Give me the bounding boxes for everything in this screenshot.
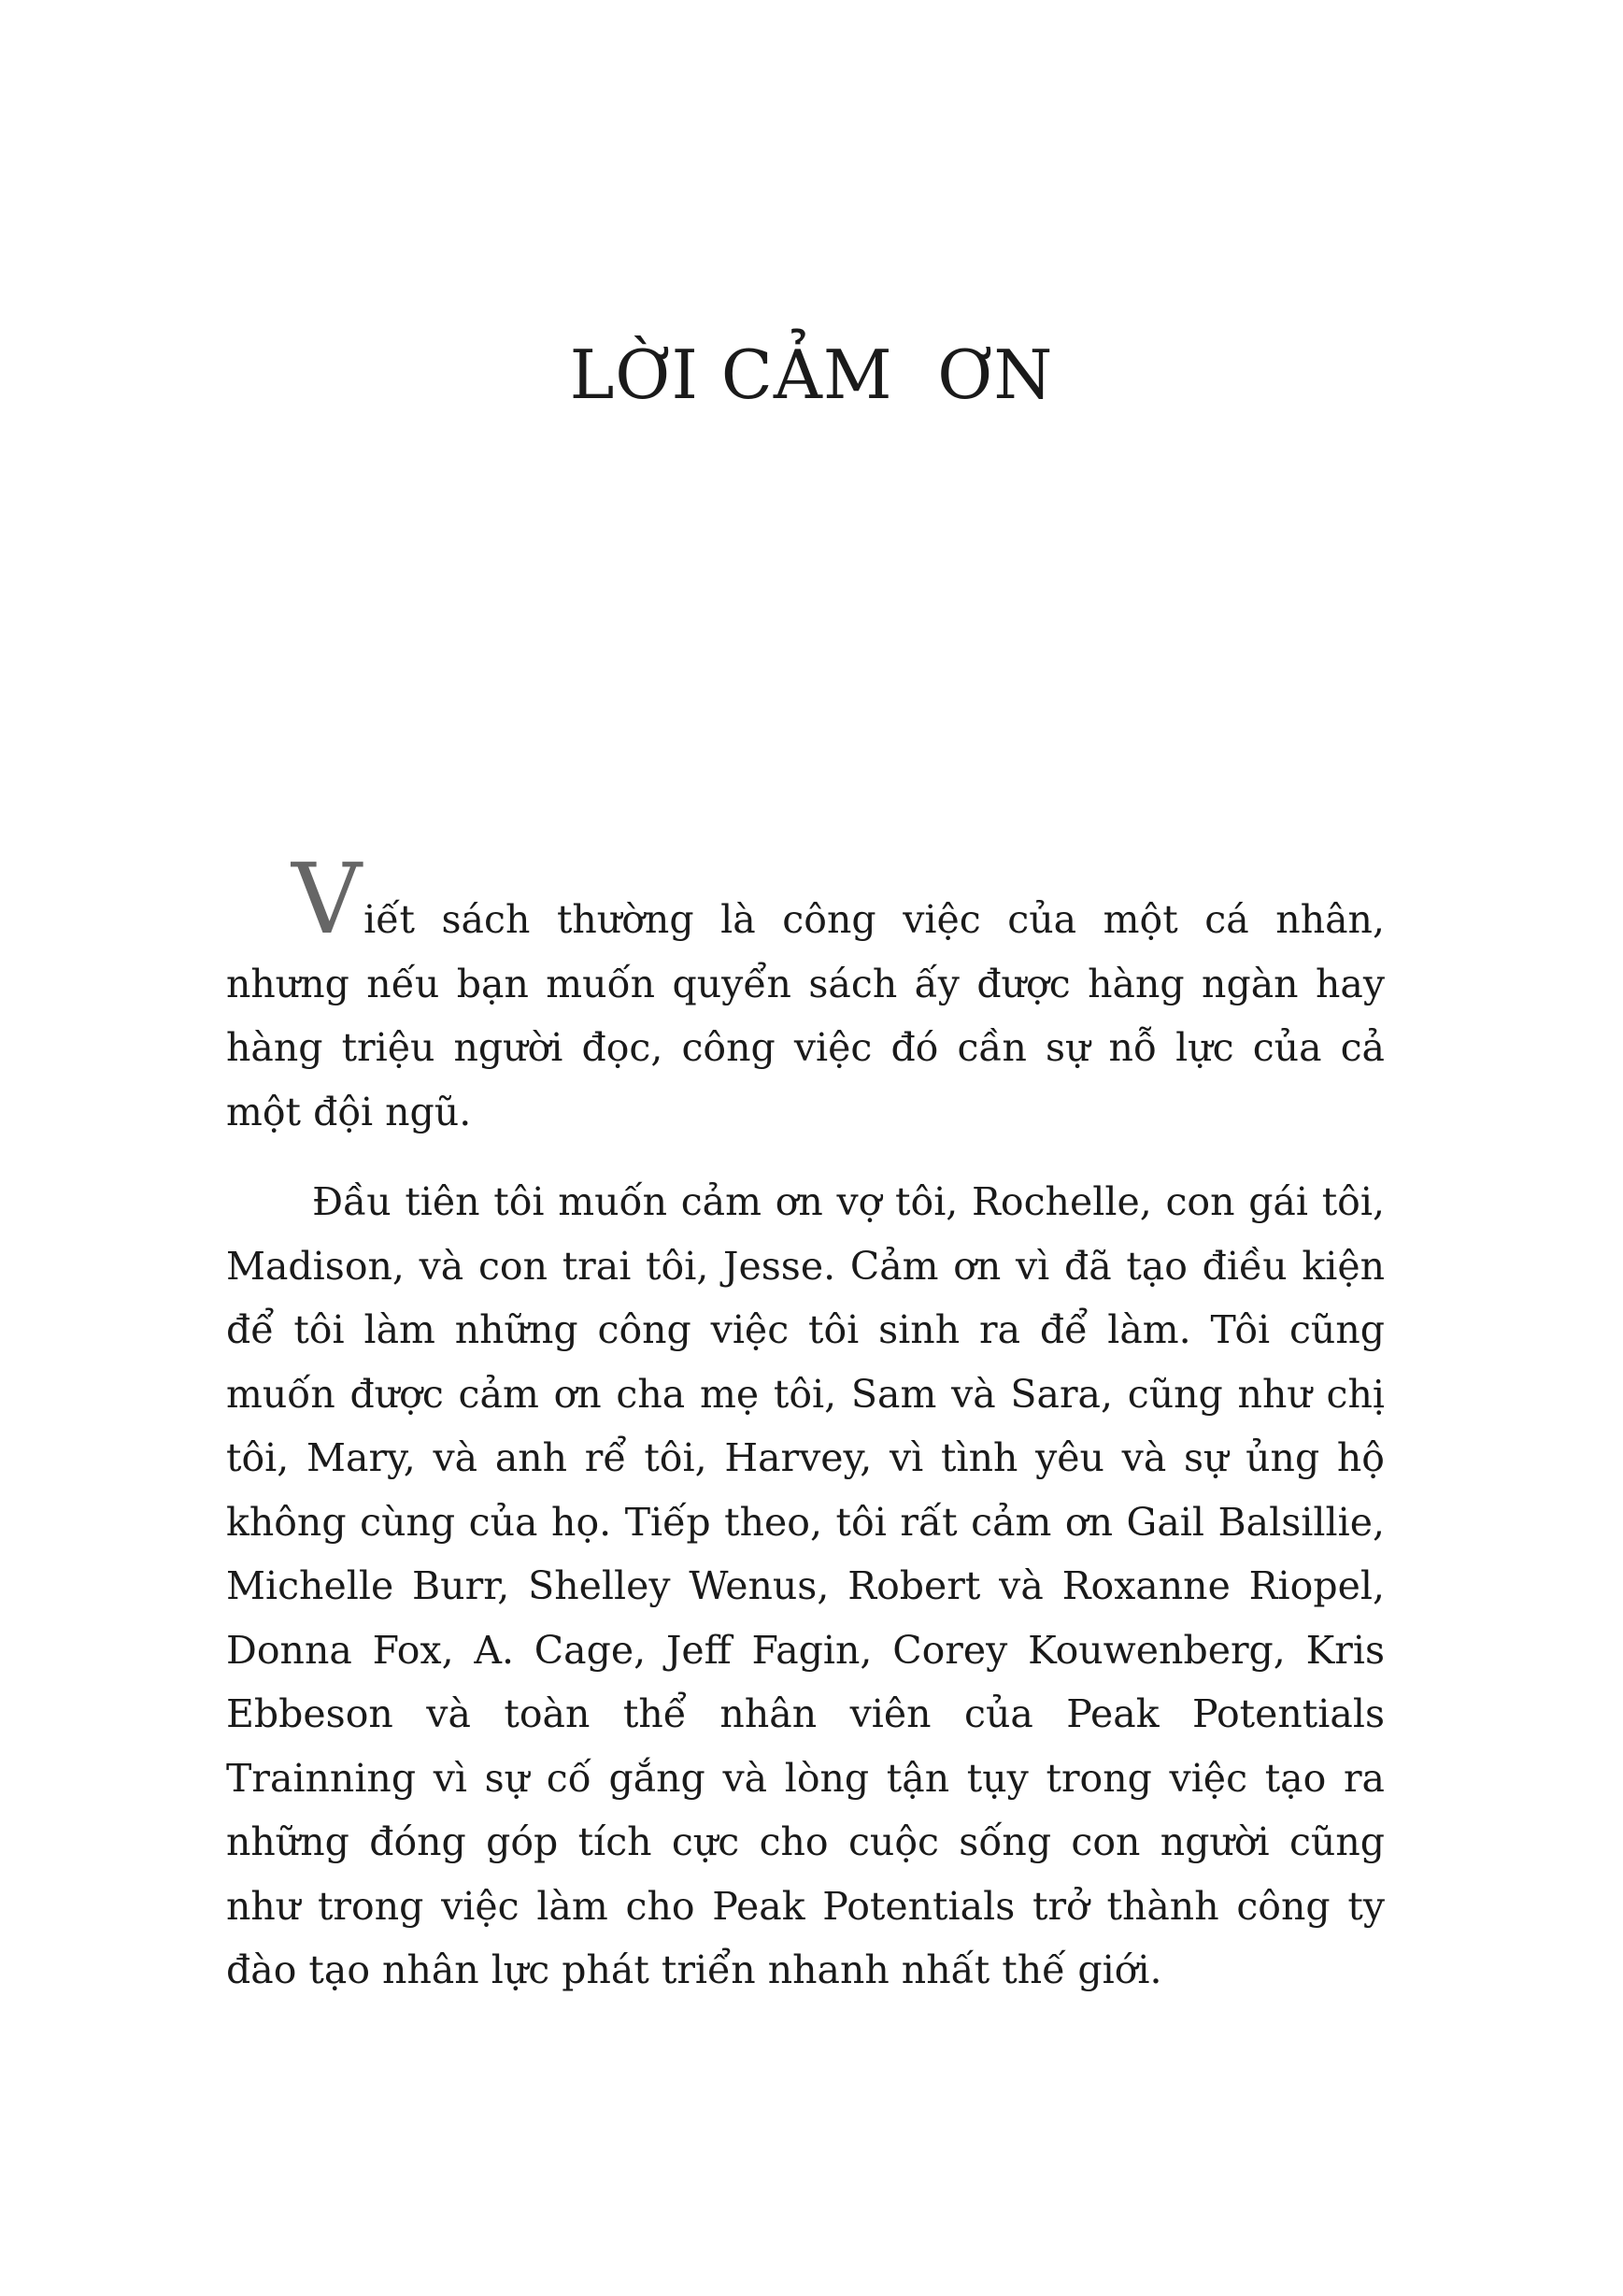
page-title: LỜI CẢM ƠN	[569, 335, 1054, 414]
drop-cap: V	[292, 842, 363, 956]
acknowledgements-body	[226, 842, 1385, 2003]
paragraph-2: Đầu tiên tôi muốn cảm ơn vợ tôi, Rochelle, con gái tôi, Madison, và con trai tôi, Jesse. Cảm ơn vì đã tạo điều kiện để tôi làm những công việc tôi sinh ra để làm. Tôi cũng muốn được cảm ơn cha mẹ tôi, Sam và Sara, cũng như chị tôi, Mary, và anh rể tôi, Harvey, vì tình yêu và sự ủng hộ không cùng của họ. Tiếp theo, tôi rất cảm ơn Gail Balsillie, Michelle Burr, Shelley Wenus, Robert và Roxanne Riopel, Donna Fox, A. Cage, Jeff Fagin, Corey Kouwenberg, Kris Ebbeson và toàn thể nhân viên của Peak Potentials Trainning vì sự cố gắng và lòng tận tụy trong việc tạo ra những đóng góp tích cực cho cuộc sống con người cũng như trong việc làm cho Peak Potentials trở thành công ty đào tạo nhân lực phát triển nhanh nhất thế giới.	[226, 1179, 1385, 1992]
paragraph-1-text: iết sách thường là công việc của một cá nhân, nhưng nếu bạn muốn quyển sách ấy được hàng ngàn hay hàng triệu người đọc, công việc đó cần sự nỗ lực của cả một đội ngũ.	[226, 897, 1385, 1134]
paragraph-1	[226, 842, 1385, 1144]
